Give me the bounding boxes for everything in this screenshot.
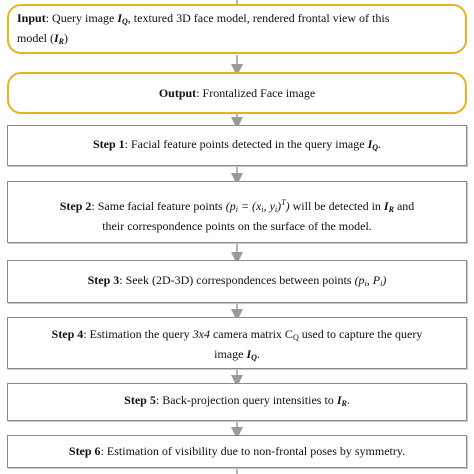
step-3-text: Seek (2D-3D) correspondences between points	[125, 272, 355, 287]
iq-var: I	[117, 11, 123, 25]
step-3-box: Step 3: Seek (2D-3D) correspondences between points ($p_i$, $P_i$)	[7, 260, 467, 303]
output-box: Output: Frontalized Face image	[7, 72, 467, 114]
step-2-var: I	[383, 199, 389, 213]
input-box: Input: Query image $I_Q$, textured 3D face model, rendered frontal view of this model $(I_R)$	[7, 4, 467, 54]
step-4-text-2: camera matrix C	[209, 327, 293, 341]
step-5-box: Step 5: Back-projection query intensities to $I_R$.	[7, 383, 467, 421]
step-2-math: ($p_i = (x_i$, $y_i)^T$)	[225, 198, 290, 214]
step-4-line-2: image	[214, 347, 247, 361]
step-4-label: Step 4	[51, 327, 84, 341]
step-4-box: Step 4: Estimation the query 3x4 camera matrix $C_Q$ used to capture the query image $I_Q$.	[7, 317, 467, 369]
step-3-label: Step 3	[87, 272, 120, 287]
output-text: Frontalized Face image	[202, 85, 316, 100]
step-5-text: Back-projection query intensities to	[162, 393, 337, 407]
step-4-var: I	[246, 347, 252, 361]
step-4-sub: Q	[251, 353, 257, 362]
step-1-box: Step 1: Facial feature points detected in the query image $I_Q$.	[7, 125, 467, 166]
input-text-4: )	[64, 31, 69, 45]
step-5-var: I	[336, 393, 342, 407]
iq-sub: Q	[122, 17, 128, 26]
step-6-text: Estimation of visibility due to non-frontal poses by symmetry.	[106, 444, 406, 458]
step-1-tail: .	[378, 136, 382, 151]
ir-sub: R	[58, 37, 65, 46]
step-5-label: Step 5	[124, 393, 156, 407]
step-4-c-sub: Q	[292, 333, 299, 342]
step-4-text-1: Estimation the query	[89, 327, 193, 341]
step-4-text-3: used to capture the query	[298, 327, 423, 341]
input-text-1: Query image	[52, 11, 118, 25]
step-2-sub: R	[388, 205, 394, 214]
step-2-line-2: their correspondence points on the surface of the model.	[102, 219, 372, 233]
ir-var: I	[54, 31, 59, 45]
step-3-math: ($p_i$, $P_i$)	[354, 272, 387, 288]
step-5-sub: R	[341, 399, 347, 408]
input-text-2: , textured 3D face model, rendered frontal view of this	[127, 11, 390, 25]
step-2-box: Step 2: Same facial feature points ($p_i = (x_i$, $y_i)^T$) will be detected in $I_R$ and their correspondence points on the surface of the model.	[7, 181, 467, 243]
step-1-sub: Q	[372, 142, 379, 152]
step-2-text-c: and	[393, 199, 415, 213]
step-1-label: Step 1	[92, 136, 125, 151]
step-1-var: I	[367, 136, 373, 151]
input-text-3: model (	[17, 31, 54, 45]
step-2-label: Step 2	[59, 199, 92, 213]
input-label: Input	[17, 11, 46, 25]
step-4-dim: 3x4	[192, 327, 210, 341]
step-6-box: Step 6: Estimation of visibility due to non-frontal poses by symmetry.	[7, 435, 467, 468]
step-5-tail: .	[346, 393, 350, 407]
step-2-text-a: Same facial feature points	[97, 199, 226, 213]
output-label: Output	[158, 85, 197, 100]
step-6-label: Step 6	[68, 444, 101, 458]
step-4-tail: .	[256, 347, 260, 361]
step-2-text-b: will be detected in	[289, 199, 384, 213]
step-1-text: Facial feature points detected in the query image	[130, 136, 368, 151]
